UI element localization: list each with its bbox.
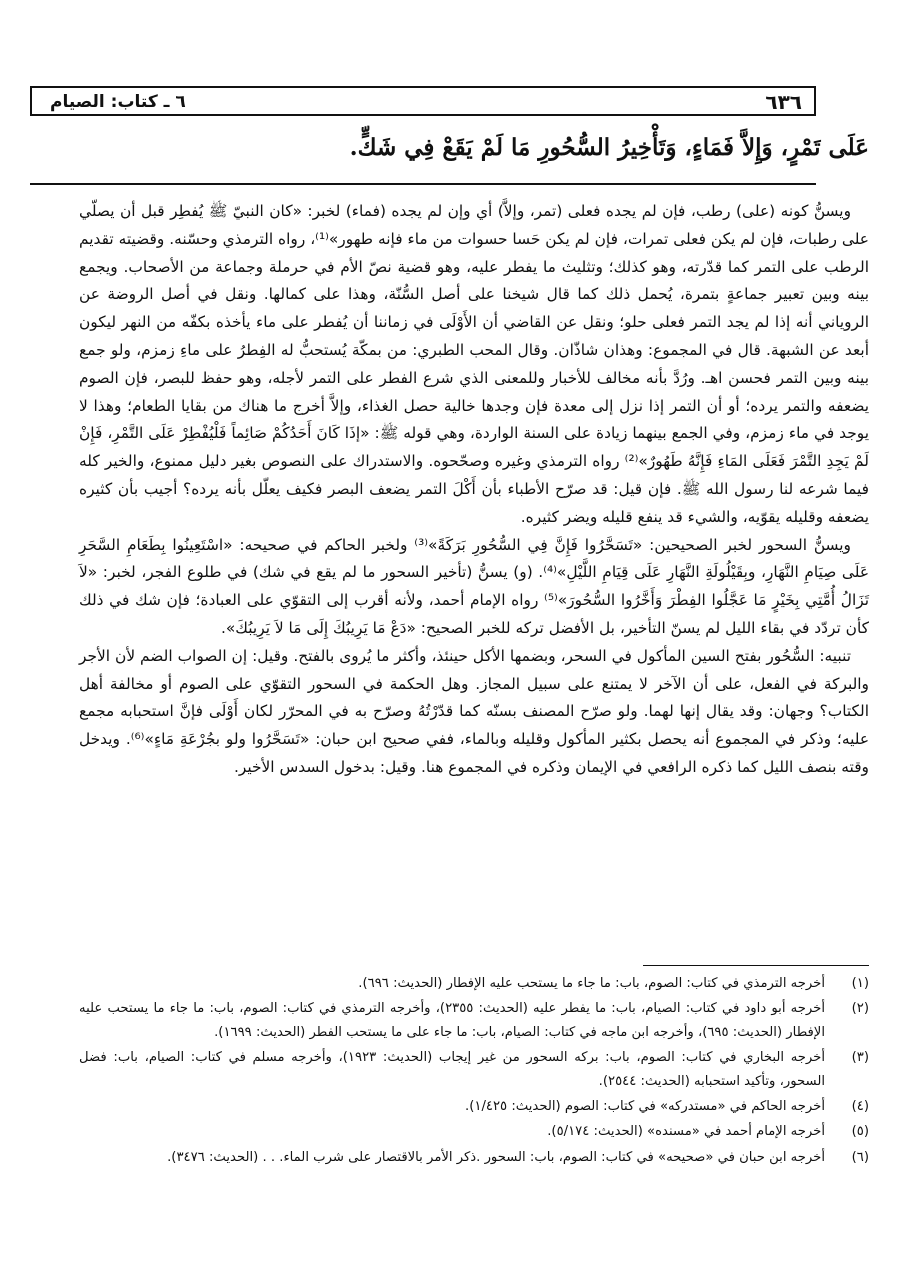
footnote-number: (٥) — [851, 1124, 869, 1140]
footnote-text: أخرجه الترمذي في كتاب: الصوم، باب: ما جاء ما يستحب عليه الإفطار (الحديث: ٦٩٦). — [358, 976, 825, 991]
footnote-number: (٦) — [851, 1149, 869, 1165]
footnotes — [79, 972, 869, 1171]
footnote-number: (١) — [851, 976, 869, 991]
footnote-number: (٤) — [851, 1099, 869, 1115]
commentary-paragraph-note: تنبيه: السُّحُور بفتح السين المأكول في السحر، وبضمها الأكل حينئذ، وأكثر ما يُروى بالفتح. وقيل: إن الصواب الضم لأن الأجر والبركة في الفعل، على أن الآخر لا يمتنع على سبيل المجاز. وهل الحكمة في السحور التقوّي على الصوم أو مخالفة أهل الكتاب؟ وجهان: وقد يقال إنها لهما. ولو صرّح المصنف بسنّه كما قدّرْتُهُ وصرّح به في المحرّر لكان أَوْلَى فإنَّ استحبابه مجمع عليه؛ وذكر في المجموع أنه يحصل بكثير المأكول وقليله وبالماء، ففي صحيح ابن حبان: «تَسَحَّرُوا ولو بجُرْعَةِ مَاءٍ»⁽⁶⁾. ويدخل وقته بنصف الليل كما ذكره الرافعي في الإيمان وذكره في المجموع هنا. وقيل: بدخول السدس الأخير. — [79, 646, 869, 776]
matn-divider — [30, 183, 816, 185]
matn-text: عَلَى تَمْرٍ، وَإِلاَّ فَمَاءٍ، وَتَأْخِيرُ السُّحُورِ مَا لَمْ يَقَعْ فِي شَكٍّ. — [349, 134, 869, 161]
footnote-number: (٣) — [851, 1050, 869, 1066]
footnote-divider — [643, 965, 869, 966]
footnote-text: أخرجه الحاكم في «مستدركه» في كتاب: الصوم (الحديث: ١/٤٢٥). — [465, 1099, 825, 1115]
footnote — [79, 1120, 869, 1143]
chapter-title: ٦ ـ كتاب: الصيام — [50, 92, 186, 112]
footnote-text: أخرجه أبو داود في كتاب: الصيام، باب: ما يفطر عليه (الحديث: ٢٣٥٥)، وأخرجه الترمذي في كتاب: الصوم، باب: ما جاء ما يستحب عليه الإفطار (الحديث: ٦٩٥)، وأخرجه ابن ماجه في كتاب: الصيام، باب: ما جاء على ما يستحب الفطر (الحديث: ١٦٩٩). — [79, 1001, 825, 1040]
footnote-text: أخرجه البخاري في كتاب: الصوم، باب: بركه السحور من غير إيجاب (الحديث: ١٩٢٣)، وأخرجه مسلم في كتاب: الصيام، باب: فضل السحور، وتأكيد استحبابه (الحديث: ٢٥٤٤). — [79, 1050, 826, 1089]
footnote — [79, 997, 869, 1044]
footnote — [79, 1146, 869, 1169]
page-number: ٦٣٦ — [765, 90, 802, 114]
footnote-text: أخرجه ابن حبان في «صحيحه» في كتاب: الصوم، باب: السحور .ذكر الأمر بالاقتصار على شرب الماء. . . (الحديث: ٣٤٧٦). — [167, 1149, 825, 1165]
footnote — [79, 1095, 869, 1118]
commentary-paragraph-suhoor: ويسنُّ السحور لخبر الصحيحين: «تَسَحَّرُوا فَإِنَّ فِي السُّحُورِ بَرَكَةً»⁽³⁾ ولخبر الحاكم في صحيحه: «اسْتَعِينُوا بِطَعَامِ السَّحَرِ عَلَى صِيَامِ النَّهَارِ، وبِقَيْلُولَةِ النَّهَارِ عَلَى قِيَامِ اللَّيْلِ»⁽⁴⁾. (و) يسنُّ (تأخير السحور ما لم يقع في شك) في طلوع الفجر، لخبر: «لاَ تَزَالُ أُمَّتِي بِخَيْرٍ مَا عَجَّلُوا الفِطْرَ وَأَخَّرُوا السُّحُورَ»⁽⁵⁾ رواه الإمام أحمد، ولأنه أقرب إلى التقوّي على العبادة؛ فإن شك في ذلك كأن تردّد في بقاء الليل لم يسنّ التأخير، بل الأفضل تركه للخبر الصحيح: «دَعْ مَا يَرِيبُكَ إِلَى مَا لاَ يَرِيبُكَ». — [79, 535, 870, 637]
footnote — [79, 1046, 869, 1093]
commentary-paragraph-iftar: ويسنُّ كونه (على) رطب، فإن لم يجده فعلى (تمر، وإلاَّ) أي وإن لم يجده (فماء) لخبر: «كان النبيّ ﷺ يُفطِر قبل أن يصلّي على رطبات، فإن لم يكن فعلى تمرات، فإن لم يكن حَسا حسوات من ماء فإنه طهور»⁽¹⁾، رواه الترمذي وحسّنه. وقضيته تقديم الرطب على التمر كما قدّرته، وهو كذلك؛ وتثليث ما يفطر عليه، وهو قضية نصّ الأم في حرملة وجماعة من الأصحاب. ويجمع بينه وبين تعبير جماعةٍ بتمرة، يُحمل ذلك كما قال شيخنا على أصل السُّنّة، وهذا على كمالها. ونقل في أصل الروضة عن الروياني أنه إذا لم يجد التمر فعلى حلو؛ ونقل عن القاضي أن الأَوْلَى في زماننا أن يُفطر على ماء يأخذه بكفّه من النهر ليكون أبعد عن الشبهة. قال في المجموع: وهذان شاذّان. وقال المحب الطبري: من بمكّة يُستحبُّ له الفِطرُ على ماءِ زمزم، ولو جمع بينه وبين التمر فحسن اهـ. ورُدَّ بأنه مخالف للأخبار وللمعنى الذي شرع الفطر على التمر لأجله، وهو حفظ للبصر، فإن الصوم يضعفه والتمر يرده؛ أو أن التمر إذا نزل إلى معدة فإن وجدها خالية حصل الغذاء، وإلاَّ أخرج ما هناك من بقايا الطعام؛ وهذا لا يوجد في ماء زمزم، وفي الجمع بينهما زيادة على السنة الواردة، وهي قوله ﷺ: «إذَا كَانَ أَحَدُكُمْ صَائِماً فَلْيُفْطِرْ عَلَى التَّمْرِ، فَإِنْ لَمْ يَجِدِ التَّمْرَ فَعَلَى المَاءِ فَإِنَّهُ طَهُورٌ»⁽²⁾ رواه الترمذي وغيره وصحّحوه. والاستدراك على النصوص بغير دليل ممنوع، والخير كله فيما شرعه لنا رسول الله ﷺ. فإن قيل: قد صرّح الأطباء بأن أَكْلَ التمر يضعف البصر فكيف يعلّل بأنه يرده؟ أجيب بأن كثيره يضعفه وقليله يقوّيه، والشيء قد ينفع قليله ويضر كثيره. — [79, 202, 869, 526]
footnote-text: أخرجه الإمام أحمد في «مسنده» (الحديث: ٥/١٧٤). — [547, 1124, 825, 1140]
commentary-body — [79, 198, 869, 782]
footnote — [79, 972, 869, 995]
page-header — [30, 86, 816, 116]
footnote-number: (٢) — [851, 1001, 869, 1017]
